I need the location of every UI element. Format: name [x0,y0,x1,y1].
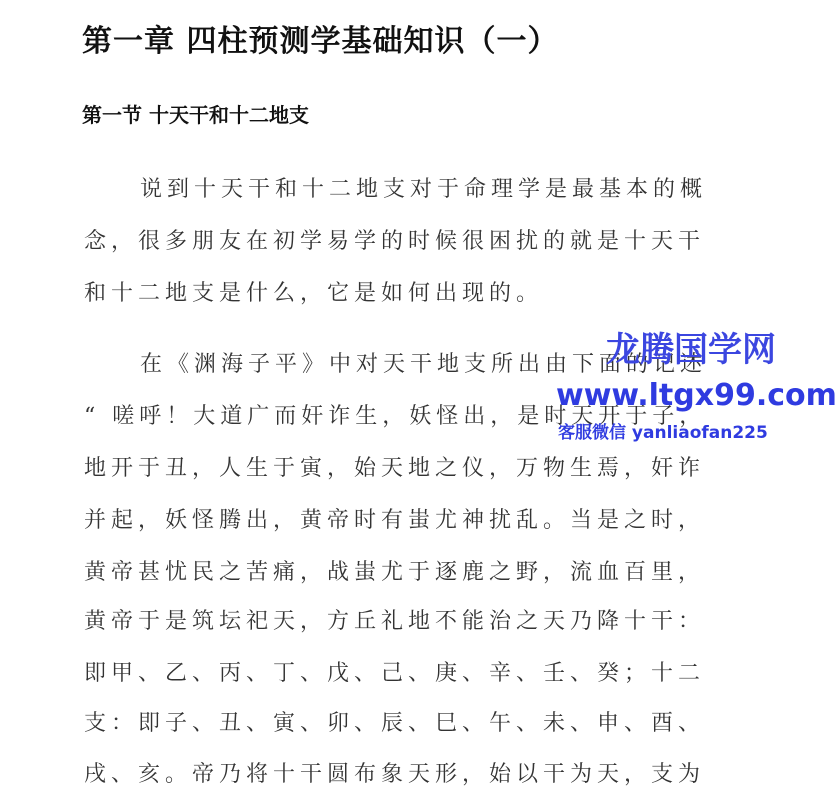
body-line-5: “ 嗟呼！大道广而奸诈生，妖怪出，是时天开于子， [84,404,707,429]
body-line-2: 念，很多朋友在初学易学的时候很困扰的就是十天干 [84,229,706,254]
watermark-contact: 客服微信 yanliaofan225 [558,423,768,443]
body-line-8: 黄帝甚忧民之苦痛，战蚩尤于逐鹿之野，流血百里， [84,560,706,585]
watermark-brand: 龙腾国学网 [606,330,776,370]
body-line-10: 即甲、乙、丙、丁、戊、己、庚、辛、壬、癸；十二 [84,661,706,686]
body-line-1: 说到十天干和十二地支对于命理学是最基本的概 [140,177,708,202]
body-line-11: 支：即子、丑、寅、卯、辰、巳、午、未、申、酉、 [84,711,706,736]
body-line-3: 和十二地支是什么，它是如何出现的。 [84,281,544,306]
body-line-12: 戌、亥。帝乃将十干圆布象天形，始以干为天，支为 [84,762,706,787]
body-line-6: 地开于丑，人生于寅，始天地之仪，万物生焉，奸诈 [84,456,706,481]
section-title: 第一节 十天干和十二地支 [82,103,309,127]
chapter-title: 第一章 四柱预测学基础知识（一） [82,24,559,59]
body-line-4: 在《渊海子平》中对天干地支所出由下面的记述 [140,352,708,377]
body-line-9: 黄帝于是筑坛祀天，方丘礼地不能治之天乃降十干： [84,609,706,634]
body-line-7: 并起，妖怪腾出，黄帝时有蚩尤神扰乱。当是之时， [84,508,706,533]
watermark-url: www.ltgx99.com [556,378,837,413]
